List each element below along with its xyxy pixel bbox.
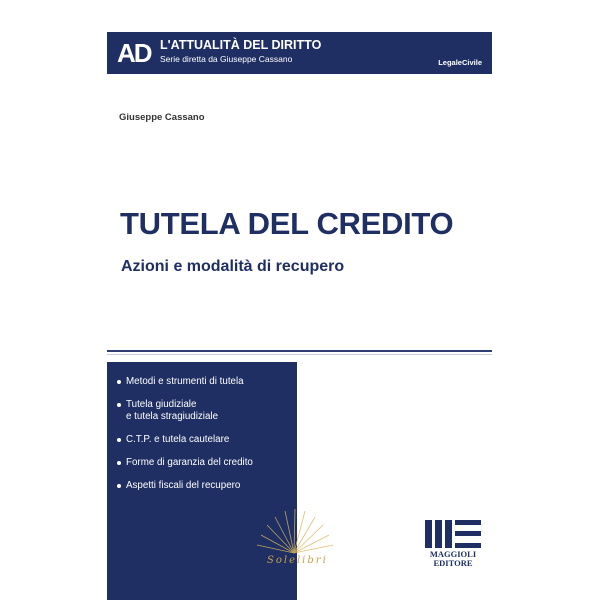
divider-line [107,350,492,352]
series-editor: Serie diretta da Giuseppe Cassano [160,54,293,64]
topic-item: Tutela giudiziale e tutela stragiudiziale [117,399,293,423]
store-watermark [249,505,339,580]
series-logo: AD [117,38,151,68]
series-tag: LegaleCivile [438,58,482,67]
publisher-name-line2: EDITORE [433,558,473,568]
book-subtitle: Azioni e modalità di recupero [121,258,345,275]
publisher-name-line1: MAGGIOLI [429,549,477,559]
maggioli-logo-icon [424,519,482,549]
divider-line-faint [107,354,492,355]
topic-item: C.T.P. e tutela cautelare [117,434,293,446]
publisher-name [424,550,482,568]
publisher-logo [424,519,482,573]
topics-list [117,376,293,503]
author-name: Giuseppe Cassano [119,112,205,123]
topic-item: Metodi e strumenti di tutela [117,376,293,388]
watermark-text: Solelibri [267,555,328,566]
topic-item: Forme di garanzia del credito [117,457,293,469]
series-banner [107,32,492,74]
topic-item: Aspetti fiscali del recupero [117,480,293,492]
sun-rays-icon [249,505,339,557]
book-title: TUTELA DEL CREDITO [120,206,454,241]
series-name: L'ATTUALITÀ DEL DIRITTO [160,38,322,52]
